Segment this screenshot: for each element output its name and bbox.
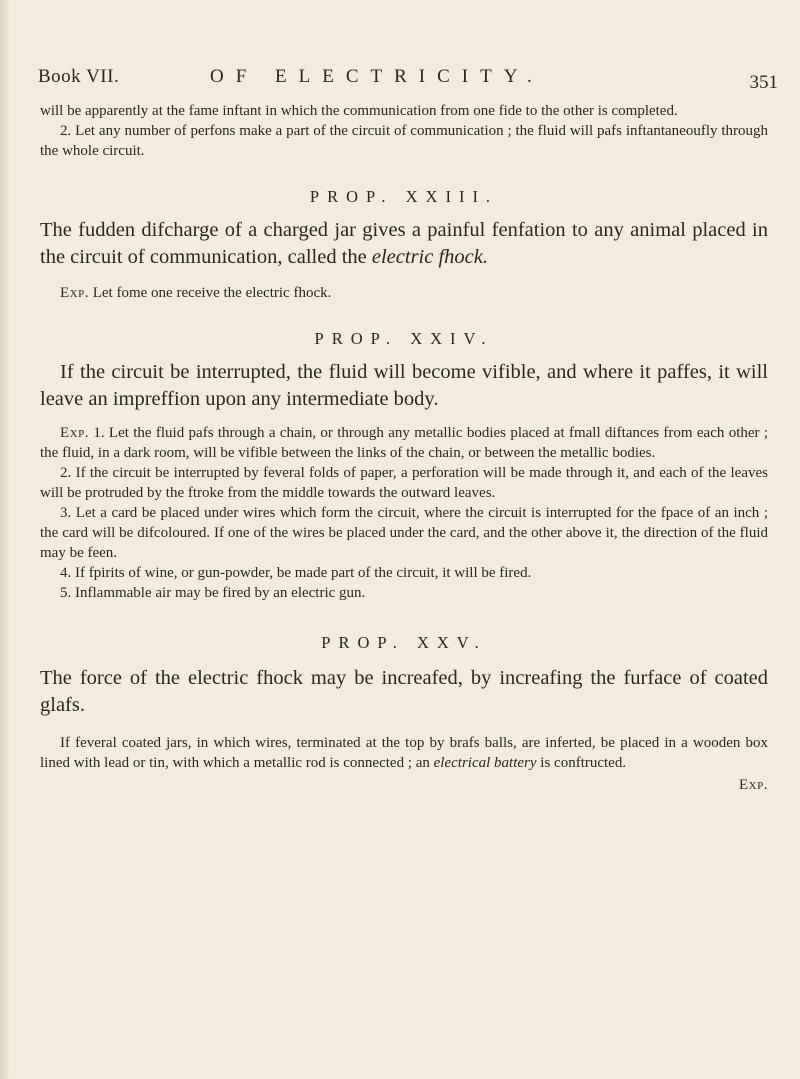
prop-24-exp-item-1	[40, 423, 768, 463]
exp-label: Exp.	[60, 425, 89, 441]
prop-25-heading: PROP. XXV.	[321, 633, 487, 652]
prop-24-item-1-text: 1. Let the fluid pafs through a chain, or through any metallic bodies placed at fmall diftances from each other ; the fluid, in a dark room, will be vifible between the links of the chain, or between the metallic bodies.	[40, 425, 769, 461]
intro-item-2: 2. Let any number of perfons make a part of the circuit of communication ; the fluid will pafs inftantaneoufly through the whole circuit.	[40, 123, 768, 159]
chapter-title: OF ELECTRICITY.	[210, 66, 544, 87]
page-number: 351	[749, 72, 778, 93]
prop-23-statement-italic: electric fhock.	[371, 246, 488, 268]
prop-23-heading: PROP. XXIII.	[309, 187, 499, 206]
prop-24-exp-item-3: 3. Let a card be placed under wires which form the circuit, where the circuit is interrupted for the fpace of an inch ; the card will be difcoloured. If one of the wires be placed under the card, and the other above it, the direction of the fluid may be feen.	[40, 505, 768, 561]
prop-23-experiment	[40, 283, 768, 303]
prop-25-paragraph	[40, 733, 768, 773]
prop-24-exp-item-4: 4. If fpirits of wine, or gun-powder, be made part of the circuit, it will be fired.	[60, 565, 532, 581]
page-binding-edge	[0, 0, 10, 1079]
book-number: Book VII.	[38, 66, 120, 87]
prop-25-para-italic: electrical battery	[433, 755, 537, 771]
prop-23-statement	[40, 217, 768, 271]
prop-25-para-end: is conftructed.	[540, 755, 627, 771]
catchword: Exp.	[739, 777, 768, 793]
prop-24-exp-item-2: 2. If the circuit be interrupted by feveral folds of paper, a perforation will be made through it, and each of the leaves will be protruded by the ftroke from the middle towards the outward leaves.	[40, 465, 768, 501]
prop-24-exp-item-5: 5. Inflammable air may be fired by an electric gun.	[60, 585, 366, 601]
prop-24-heading: PROP. XXIV.	[314, 329, 494, 348]
prop-23-exp-text: Let fome one receive the electric fhock.	[92, 285, 332, 301]
prop-23-statement-text: The fudden difcharge of a charged jar gives a painful fenfation to any animal placed in the circuit of communication, called the	[40, 219, 768, 268]
exp-label: Exp.	[60, 285, 89, 301]
page-body	[40, 101, 768, 795]
prop-25-para-text: If feveral coated jars, in which wires, terminated at the top by brafs balls, are inferted, be placed in a wooden box lined with lead or tin, with which a metallic rod is connected ; an	[40, 735, 768, 771]
intro-line: will be apparently at the fame inftant in which the communication from one fide to the other is completed.	[40, 103, 678, 119]
running-header	[38, 66, 778, 96]
prop-24-statement: If the circuit be interrupted, the fluid will become vifible, and where it paffes, it will leave an impreffion upon any intermediate body.	[40, 361, 768, 410]
prop-25-statement: The force of the electric fhock may be increafed, by increafing the furface of coated glafs.	[40, 667, 768, 716]
